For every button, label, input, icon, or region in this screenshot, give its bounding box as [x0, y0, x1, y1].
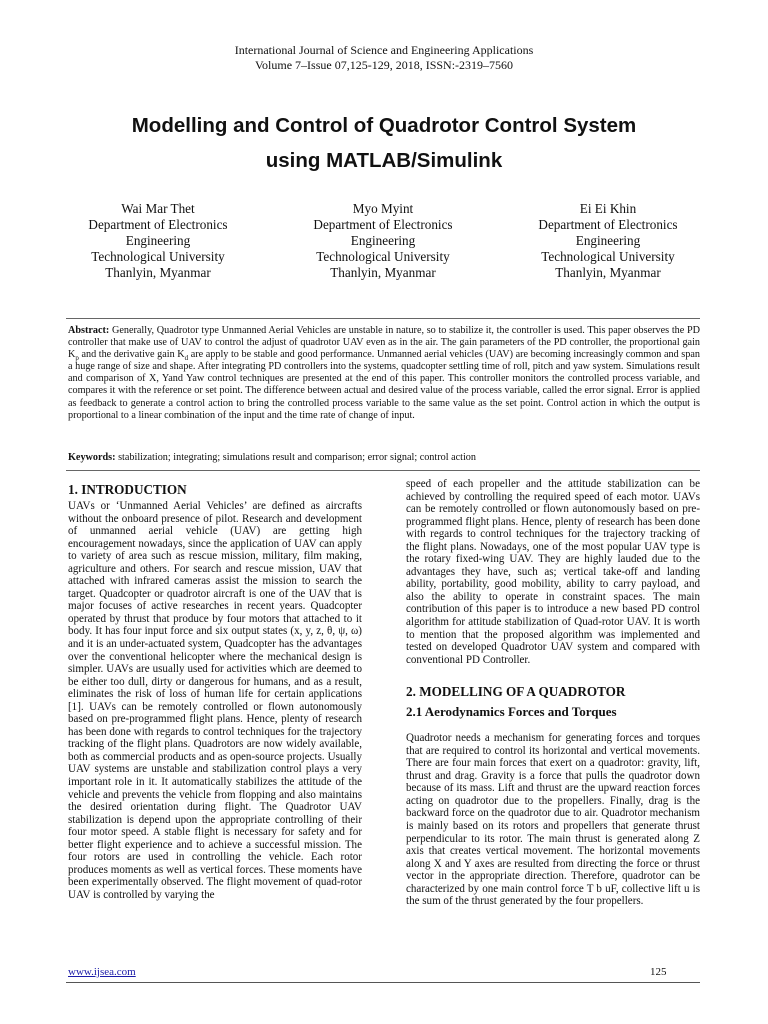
footer-divider: [66, 982, 700, 983]
section-heading-introduction: 1. INTRODUCTION: [68, 482, 187, 497]
author-location: Thanlyin, Myanmar: [330, 265, 436, 280]
author-university: Technological University: [91, 249, 225, 264]
author-field: Engineering: [125, 233, 191, 248]
author-name: Myo Myint: [352, 201, 414, 216]
author-department: Department of Electronics: [313, 217, 453, 232]
journal-website-link[interactable]: www.ijsea.com: [68, 966, 136, 978]
author-name: Ei Ei Khin: [579, 201, 637, 216]
paper-title: [40, 108, 728, 178]
abstract-sub-p: p: [75, 354, 79, 363]
journal-header: [0, 43, 768, 73]
journal-name: International Journal of Science and Engineering Applications: [234, 43, 534, 57]
keywords: [68, 451, 700, 464]
author-department: Department of Electronics: [88, 217, 228, 232]
section-heading-modelling: 2. MODELLING OF A QUADROTOR: [406, 684, 626, 700]
author-location: Thanlyin, Myanmar: [555, 265, 661, 280]
intro-continued-paragraph: speed of each propeller and the attitude stabilization can be achieved by controlling the required speed of each motor. UAVs can be remotely controlled or flown autonomously based on pre-programmed flight plans. Hence, plenty of research has been done with regards to control techniques for the trajectory tracking of the flight plans. Nowadays, one of the most popular UAV type is the rotary fixed-wing UAV. They are highly lauded due to the advantages they have, such as; vertical take-off and landing ability, portability, good mobility, ability to carry payload, and also the ability to operate in constraint spaces. The main contribution of this paper is to introduce a new based PD control algorithm for attitude stabilization of Quad-rotor UAV. It is worth to mention that the proposed algorithm was implemented and tested on developed Quadrotor UAV system and compared with conventional PD Controller.: [406, 478, 700, 666]
abstract-text-b: and the derivative gain K: [78, 349, 185, 361]
author-field: Engineering: [575, 233, 641, 248]
abstract-text-a: Generally, Quadrotor type Unmanned Aerial Vehicles are unstable in nature, so to stabilize it, the controller is used. This paper observes the PD controller that make use of UAV to control the adjust of quadrotor UAV even as in the air. The gain parameters of the PD controller, the proportional gain K: [68, 325, 700, 361]
abstract-text-c: are apply to be stable and good performance. Unmanned aerial vehicles (UAV) are becoming increasingly common and span a huge range of size and shape. After integrating PD controllers into the systems, quadcopter settling time of roll, pitch and yaw system. Simulations result and comparison of X, Yand Yaw control techniques are presented at the end of this paper. This controller monitors the controlled process variable, and compares it with the reference or set point. The difference between actual and desired value of the process variable, called the error signal. Error is applied as feedback to generate a control action to bring the controlled process variable to the same value as the set point. Control action in which the output is proportional to a linear combination of the input and the time rate of change of input.: [68, 349, 700, 421]
title-line-2: using MATLAB/Simulink: [265, 149, 503, 172]
journal-volume: Volume 7–Issue 07,125-129, 2018, ISSN:-2319–7560: [254, 58, 514, 72]
author-block-3: [498, 201, 718, 281]
author-block-1: [48, 201, 268, 281]
abstract-top-divider: [66, 318, 700, 319]
abstract: [68, 325, 700, 422]
keywords-text: stabilization; integrating; simulations result and comparison; error signal; control action: [115, 452, 476, 463]
author-field: Engineering: [350, 233, 416, 248]
author-location: Thanlyin, Myanmar: [105, 265, 211, 280]
author-university: Technological University: [316, 249, 450, 264]
abstract-sub-d: d: [184, 354, 189, 363]
aerodynamics-paragraph: Quadrotor needs a mechanism for generating forces and torques that are required to control its horizontal and vertical movements. There are four main forces that exert on a quadrotor: gravity, lift, thrust and drag. Gravity is a force that pulls the quadrotor down because of its mass. Lift and thrust are the upward reaction forces acting on quadrotor due to the propellers. Finally, drag is the backward force on the quadrotor due to air. Quadrotor mechanism is mainly based on its rotors and propellers that generate thrust perpendicular to its rotor. The main thrust is generated along Z axis that creates vertical movement. The horizontal movements along X and Y axes are resulted from directing the force or thrust vector in the appropriate direction. Therefore, quadrotor can be characterized by one main control force T b uF, collective lift u is the sum of the thrust generated by the four propellers.: [406, 732, 700, 908]
author-university: Technological University: [541, 249, 675, 264]
keywords-label: Keywords:: [68, 452, 116, 463]
left-column: [68, 482, 362, 902]
subsection-heading-aerodynamics: 2.1 Aerodynamics Forces and Torques: [406, 704, 617, 720]
abstract-label: Abstract:: [68, 325, 110, 336]
right-column: [406, 478, 700, 908]
author-department: Department of Electronics: [538, 217, 678, 232]
introduction-paragraph: UAVs or ‘Unmanned Aerial Vehicles’ are defined as aircrafts without the onboard presence of pilot. Research and development of unmanned aerial vehicle (UAV) are getting high encouragement nowadays, since the application of UAV can apply to variety of area such as rescue mission, military, film making, agriculture and others. For search and rescue mission, UAV that attached with infrared cameras assist the mission to search the target. Quadcopter or quadrotor aircraft is one of the UAV that is major focuses of active researches in recent years. Quadcopter operated by thrust that produce by four motors that attached to it body. It has four input force and six output states (x, y, z, θ, ψ, ω) and it is an under-actuated system, Quadcopter has the advantages over the conventional helicopter where the mechanical design is simpler. UAVs are usually used for activities which are deemed to be either too dull, dirty or dangerous for humans, and as a result, eliminates the risk of loss of human life for certain applications [1]. UAVs can be remotely controlled or flown autonomously based on pre-programmed flight plans. Hence, plenty of research has been done with regards to control techniques for the trajectory tracking of the flight plans. Quadrotors are now widely available, both as commercial products and as open-source projects. Usually UAV systems are unstable and stabilization control plays a very important role in it. It automatically stabilizes the attitude of the vehicle and prevents the vehicle from flopping and also maintains the desired orientation during flight. The Quadrotor UAV stabilization is depend upon the appropriate controlling of their four motor speed. A stable flight is necessary for safety and for better flight experience and to achieve a successful mission. The four rotors are used in controlling the vehicle. Each rotor produces moments as well as vertical forces. These moments have been experimentally observed. The flight movement of quad-rotor UAV is controlled by varying the: [68, 500, 362, 901]
author-name: Wai Mar Thet: [121, 201, 195, 216]
page-number: 125: [650, 966, 667, 978]
title-line-1: Modelling and Control of Quadrotor Control System: [131, 114, 637, 137]
keywords-bottom-divider: [66, 470, 700, 471]
author-block-2: [273, 201, 493, 281]
